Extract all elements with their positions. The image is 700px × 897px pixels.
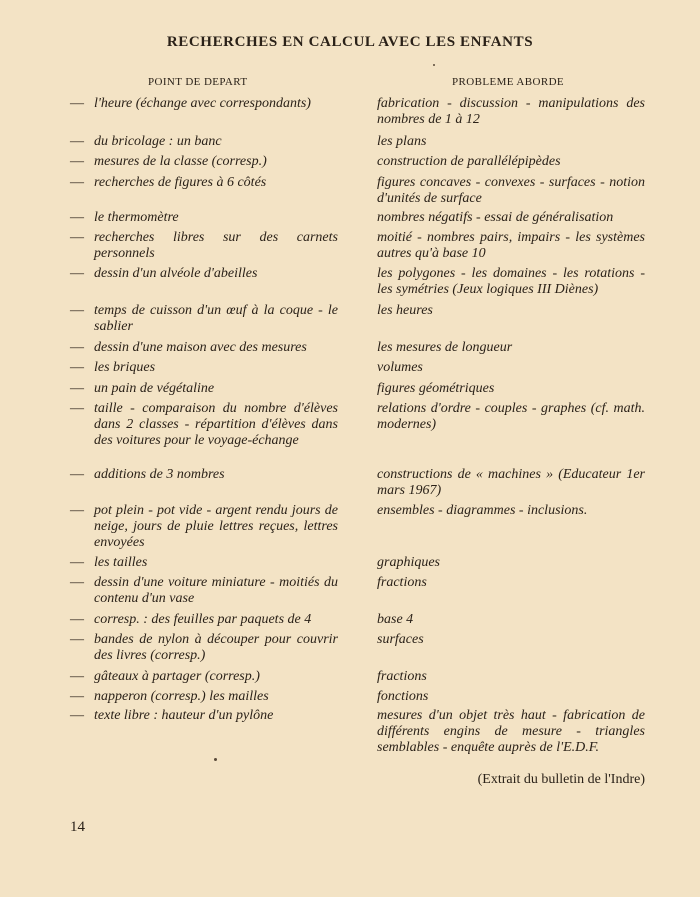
starting-point: mesures de la classe (corresp.) — [94, 154, 267, 169]
problem-addressed: construction de parallélépipèdes — [377, 154, 561, 169]
dash-marker: — — [70, 467, 84, 482]
problem-addressed: surfaces — [377, 632, 424, 647]
starting-point: dessin d'une maison avec des mesures — [94, 340, 307, 355]
starting-point: gâteaux à partager (corresp.) — [94, 669, 260, 684]
dash-marker: — — [70, 555, 84, 570]
starting-point: bandes de nylon à découper pour couvrir des livres (corresp.) — [94, 632, 338, 663]
dash-marker: — — [70, 154, 84, 169]
starting-point: recherches de figures à 6 côtés — [94, 175, 267, 190]
page-title: RECHERCHES EN CALCUL AVEC LES ENFANTS — [166, 34, 534, 50]
page-number: 14 — [70, 819, 85, 835]
ink-speck — [214, 758, 217, 761]
dash-marker: — — [70, 401, 84, 416]
dash-marker: — — [70, 340, 84, 355]
problem-addressed: fabrication - discussion - manipulations des nombres de 1 à 12 — [377, 96, 645, 127]
problem-addressed: fractions — [377, 575, 427, 590]
starting-point: texte libre : hauteur d'un pylône — [94, 708, 274, 723]
dash-marker: — — [70, 175, 84, 190]
column-header-point-de-depart: POINT DE DEPART — [148, 76, 248, 88]
starting-point: taille - comparaison du nombre d'élèves dans 2 classes - répartition d'élèves dans des voitures pour le voyage-échange — [94, 401, 338, 448]
starting-point: corresp. : des feuilles par paquets de 4 — [94, 612, 312, 627]
dash-marker: — — [70, 381, 84, 396]
dash-marker: — — [70, 689, 84, 704]
problem-addressed: ensembles - diagrammes - inclusions. — [377, 503, 588, 518]
starting-point: l'heure (échange avec correspondants) — [94, 96, 311, 111]
problem-addressed: les mesures de longueur — [377, 340, 513, 355]
source-citation: (Extrait du bulletin de l'Indre) — [477, 772, 645, 787]
starting-point: les tailles — [94, 555, 148, 570]
starting-point: pot plein - pot vide - argent rendu jours de neige, jours de pluie lettres reçues, lettres envoyées — [94, 503, 338, 550]
problem-addressed: constructions de « machines » (Educateur 1er mars 1967) — [377, 467, 645, 498]
dash-marker: — — [70, 669, 84, 684]
dash-marker: — — [70, 360, 84, 375]
dash-marker: — — [70, 230, 84, 245]
problem-addressed: relations d'ordre - couples - graphes (cf. math. modernes) — [377, 401, 645, 432]
starting-point: napperon (corresp.) les mailles — [94, 689, 269, 704]
starting-point: additions de 3 nombres — [94, 467, 225, 482]
problem-addressed: les plans — [377, 134, 427, 149]
problem-addressed: fractions — [377, 669, 427, 684]
starting-point: un pain de végétaline — [94, 381, 215, 396]
dash-marker: — — [70, 632, 84, 647]
dash-marker: — — [70, 303, 84, 318]
problem-addressed: les heures — [377, 303, 433, 318]
dash-marker: — — [70, 210, 84, 225]
dash-marker: — — [70, 503, 84, 518]
starting-point: du bricolage : un banc — [94, 134, 222, 149]
column-header-probleme-aborde: PROBLEME ABORDE — [452, 76, 565, 88]
starting-point: les briques — [94, 360, 156, 375]
problem-addressed: figures géométriques — [377, 381, 495, 396]
problem-addressed: figures concaves - convexes - surfaces - notion d'unités de surface — [377, 175, 645, 206]
problem-addressed: les polygones - les domaines - les rotations - les symétries (Jeux logiques III Diènes) — [377, 266, 645, 297]
dash-marker: — — [70, 96, 84, 111]
starting-point: dessin d'un alvéole d'abeilles — [94, 266, 258, 281]
problem-addressed: base 4 — [377, 612, 414, 627]
dash-marker: — — [70, 708, 84, 723]
problem-addressed: moitié - nombres pairs, impairs - les systèmes autres qu'à base 10 — [377, 230, 645, 261]
starting-point: dessin d'une voiture miniature - moitiés du contenu d'un vase — [94, 575, 338, 606]
starting-point: recherches libres sur des carnets personnels — [94, 230, 338, 261]
dash-marker: — — [70, 266, 84, 281]
starting-point: temps de cuisson d'un œuf à la coque - le sablier — [94, 303, 338, 334]
ink-speck — [433, 64, 435, 66]
starting-point: le thermomètre — [94, 210, 179, 225]
problem-addressed: volumes — [377, 360, 423, 375]
problem-addressed: mesures d'un objet très haut - fabrication de différents engins de mesure - triangles semblables - enquête auprès de l'E.D.F. — [377, 708, 645, 755]
dash-marker: — — [70, 575, 84, 590]
problem-addressed: fonctions — [377, 689, 429, 704]
problem-addressed: graphiques — [377, 555, 440, 570]
problem-addressed: nombres négatifs - essai de généralisation — [377, 210, 614, 225]
dash-marker: — — [70, 612, 84, 627]
dash-marker: — — [70, 134, 84, 149]
